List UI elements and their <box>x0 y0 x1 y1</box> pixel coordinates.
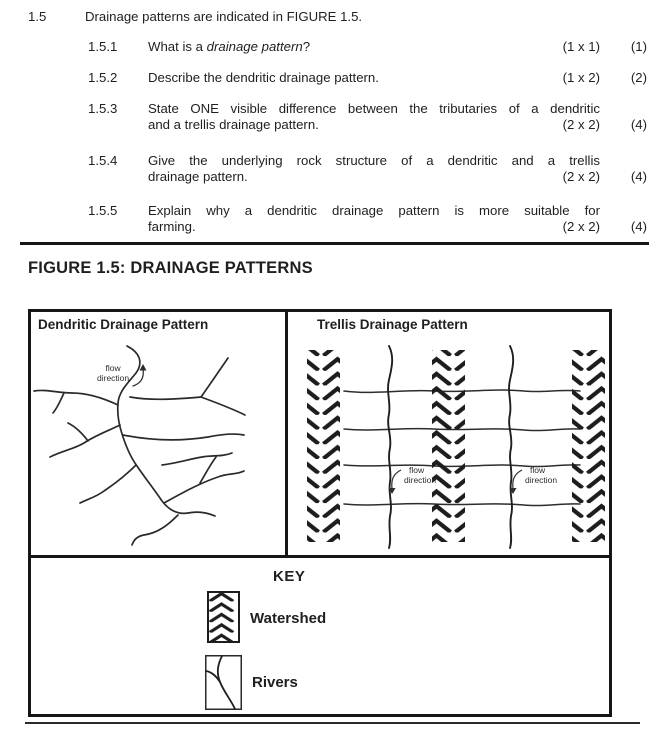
marks-total: (4) <box>630 219 647 234</box>
figure-heading: FIGURE 1.5: DRAINAGE PATTERNS <box>28 259 313 277</box>
mark-allocation: (1 x 2) <box>562 70 600 85</box>
watershed-column <box>307 350 340 542</box>
question-text-italic: drainage pattern <box>206 39 303 54</box>
question-line: State ONE visible difference between the tributaries of a dendritic <box>148 101 600 116</box>
flow-word: flow <box>530 465 546 475</box>
question-line: farming. <box>148 219 196 234</box>
rivers-key-swatch <box>205 655 242 710</box>
direction-word: direction <box>97 373 130 383</box>
dendritic-panel-title: Dendritic Drainage Pattern <box>38 317 209 332</box>
marks-total: (4) <box>630 169 647 184</box>
question-text-plain: Describe the dendritic drainage pattern. <box>148 70 379 85</box>
watershed-key-label: Watershed <box>250 610 327 627</box>
watershed-key-swatch <box>207 591 240 643</box>
question-line: and a trellis drainage pattern. <box>148 117 319 132</box>
flow-word: flow <box>105 363 121 373</box>
question-text <box>148 203 600 235</box>
rivers-key-label: Rivers <box>252 674 298 691</box>
page-bottom-rule <box>25 722 640 724</box>
mark-allocation: (2 x 2) <box>562 169 600 184</box>
question-line: Explain why a dendritic drainage pattern is more suitable for <box>148 203 600 218</box>
question-text-plain: What is a <box>148 39 207 54</box>
flow-direction-label <box>97 363 129 383</box>
question-text <box>148 153 600 185</box>
question-line: Give the underlying rock structure of a dendritic and a trellis <box>148 153 600 168</box>
section-intro: Drainage patterns are indicated in FIGURE 1.5. <box>85 9 363 24</box>
flow-direction-label <box>404 465 436 485</box>
question-text-plain: ? <box>302 39 311 54</box>
section-divider <box>20 242 649 245</box>
marks-total: (2) <box>630 70 647 85</box>
mark-allocation: (2 x 2) <box>562 117 600 132</box>
question-number: 1.5.2 <box>88 70 118 85</box>
direction-word: direction <box>525 475 558 485</box>
key-title: KEY <box>273 568 306 585</box>
direction-word: direction <box>404 475 437 485</box>
dendritic-pattern-drawing <box>31 312 285 556</box>
watershed-column <box>432 350 465 542</box>
watershed-column <box>572 350 605 542</box>
question-number: 1.5.4 <box>88 153 118 168</box>
trellis-pattern-drawing <box>288 312 609 556</box>
question-text <box>148 101 600 133</box>
question-line: drainage pattern. <box>148 169 248 184</box>
question-text <box>148 70 600 86</box>
mark-allocation: (2 x 2) <box>562 219 600 234</box>
question-text <box>148 39 600 55</box>
figure-box <box>28 309 612 717</box>
flow-direction-label <box>525 465 557 485</box>
flow-word: flow <box>409 465 425 475</box>
key-panel <box>31 558 609 714</box>
mark-allocation: (1 x 1) <box>562 39 600 54</box>
question-number: 1.5.5 <box>88 203 118 218</box>
marks-total: (1) <box>630 39 647 54</box>
section-number: 1.5 <box>28 9 47 24</box>
trellis-panel-title: Trellis Drainage Pattern <box>317 317 468 332</box>
question-number: 1.5.1 <box>88 39 118 54</box>
question-number: 1.5.3 <box>88 101 118 116</box>
marks-total: (4) <box>630 117 647 132</box>
